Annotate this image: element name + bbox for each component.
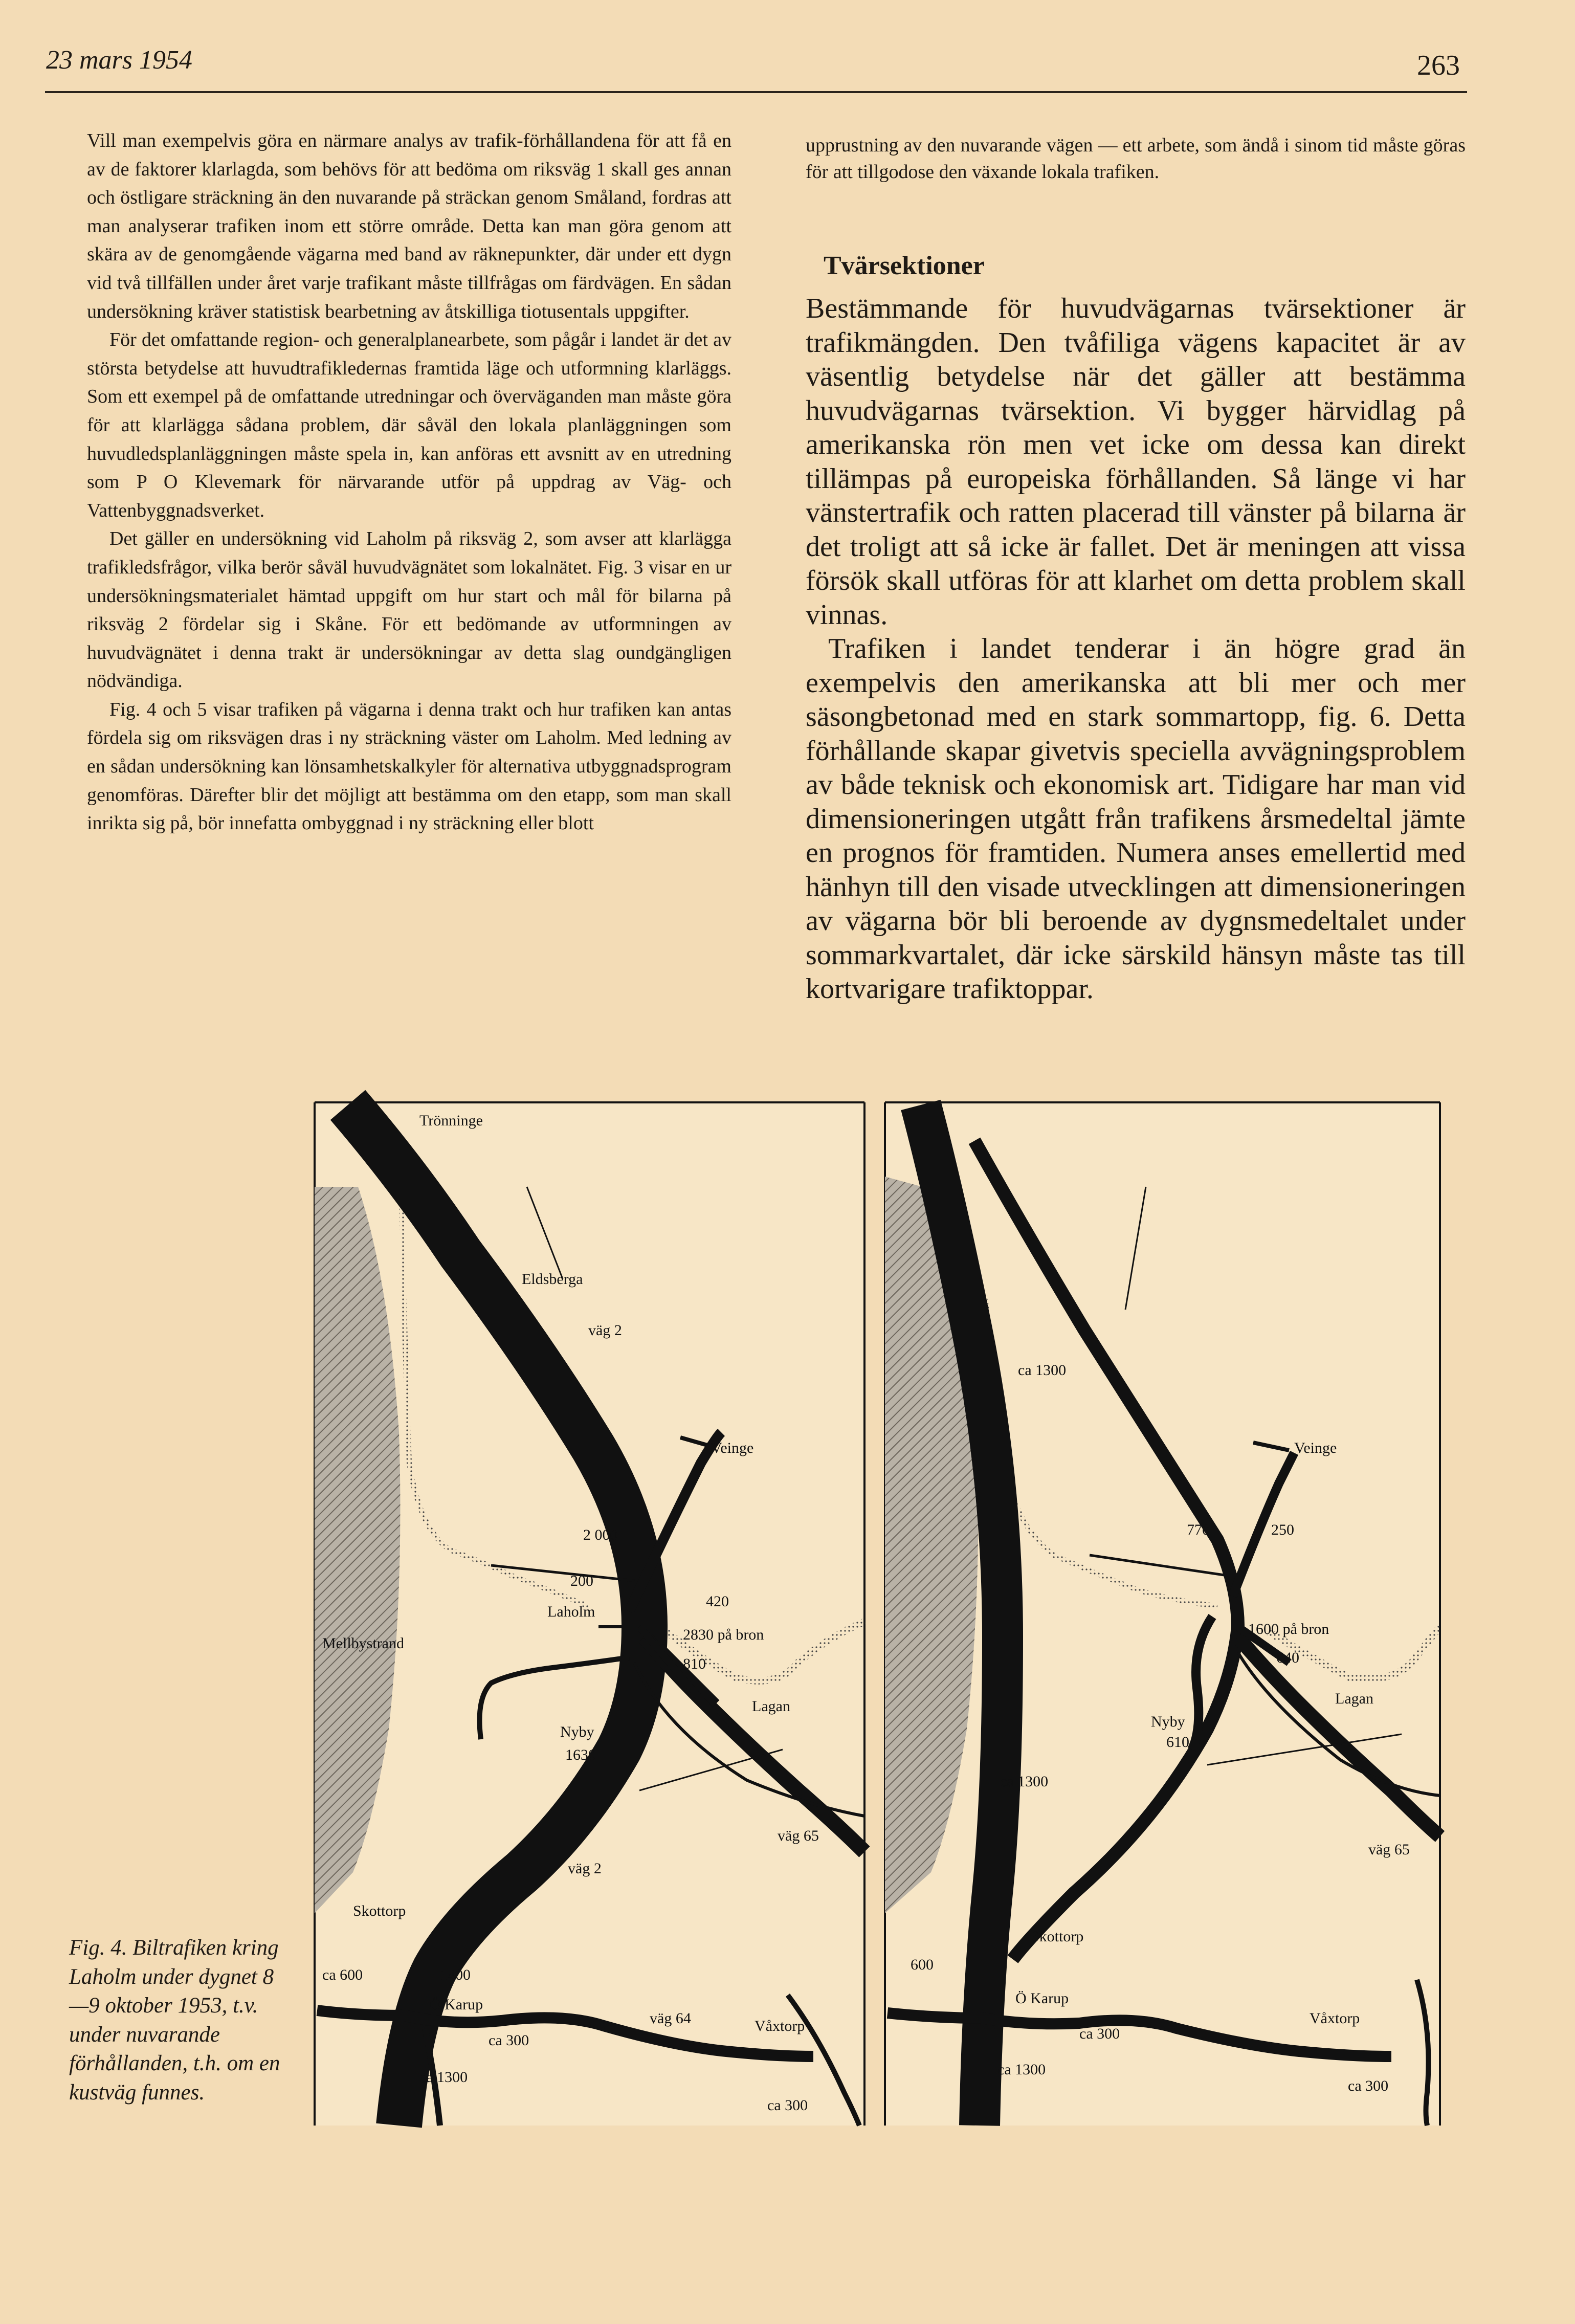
map-label-r-600: 600 <box>911 1956 934 1973</box>
map-label-tronninge: Trönninge <box>419 1112 483 1129</box>
map-label-ca1300: ca 1300 <box>419 2069 468 2086</box>
figure-caption: Fig. 4. Biltrafiken kring Laholm under dygnet 8—9 oktober 1953, t.v. under nuvarande förhållanden, t.h. om en kustväg funnes. <box>69 1936 280 2105</box>
map-label-r-640: 640 <box>1276 1649 1299 1666</box>
map-label-veinge: Veinge <box>711 1440 754 1456</box>
map-label-skottorp: Skottorp <box>353 1902 406 1919</box>
section-heading: Tvärsektioner <box>824 251 985 280</box>
map-label-laholm: Laholm <box>547 1603 595 1620</box>
right-intro-paragraph: upprustning av den nuvarande vägen — ett arbete, som ändå i sinom tid måste göras för att tillgodose den växande lokala trafiken. <box>806 135 1466 183</box>
map-label-2830: 2830 på bron <box>683 1626 764 1643</box>
map-label-r-ca300b: ca 300 <box>1348 2077 1389 2094</box>
right-paragraph-2: Trafiken i landet tenderar i än högre grad än exempelvis den amerikanska att bli mer och mer säsongbetonad med en stark sommartopp, fig. 6. Detta förhållande skapar givetvis speciella avvägningsproblem av både teknisk och ekonomisk art. Tidigare har man vid dimensioneringen utgått från trafikens årsmedeltal jämte en prognos för framtiden. Numera anses emellertid med hänhyn till den visade utvecklingen att dimensioneringen av vägarna bör bli beroende av dygnsmedeltalet under sommarkvartalet, där icke särskild hänsyn måste tas till kortvarigare trafiktoppar. <box>806 633 1466 1005</box>
map-label-r-skottorp: Skottorp <box>1031 1928 1084 1945</box>
map-label-2000: 2 000 <box>583 1526 618 1543</box>
map-label-vaxtorp: Våxtorp <box>755 2018 805 2034</box>
map-label-1630: 1630 <box>565 1746 596 1763</box>
map-label-r-vaxtorp: Våxtorp <box>1310 2010 1360 2027</box>
map-label-vag64: väg 64 <box>650 2010 691 2027</box>
map-label-r-nyby: Nyby <box>1151 1713 1185 1730</box>
map-label-r-770: 770 <box>1187 1521 1210 1538</box>
right-paragraph-1: Bestämmande för huvudvägarnas tvärsektioner är trafikmängden. Den tvåfiliga vägens kapacitet är av väsentlig betydelse när det gäller att bestämma huvudvägarnas tvärsektion. Vi bygger härvidlag på amerikanska rön men vet icke om dessa kan direkt tillämpas på europeiska förhållanden. Så länge vi har vänstertrafik och ratten placerad till vänster på bilarna är det troligt att så icke är fallet. Det är meningen att vissa försök skall utföras för att klarhet om detta problem skall vinnas. <box>806 293 1466 631</box>
map-right <box>885 1102 1440 2126</box>
map-label-r-vag65: väg 65 <box>1368 1841 1410 1858</box>
left-paragraph-3: Det gäller en undersökning vid Laholm på riksväg 2, som avser att klarlägga trafikledsfrågor, vilka berör såväl huvudvägnätet som lokalnätet. Fig. 3 visar en ur undersökningsmaterialet hämtad uppgift om hur start och mål för bilarna på riksväg 2 fördelar sig i Skåne. För ett bedömande av utformningen av huvudvägnätet i denna trakt är undersökningar av detta slag oundgängligen nödvändiga. <box>87 528 731 692</box>
map-label-r-veinge: Veinge <box>1294 1440 1337 1456</box>
map-label-r-1600: 1600 på bron <box>1248 1621 1329 1637</box>
left-paragraph-1: Vill man exempelvis göra en närmare analys av trafik-förhållandena för att få en av de faktorer klarlagda, som behövs för att bedöma om riksväg 1 skall ges annan och östligare sträckning än den nuvarande på sträckan genom Småland, fordras att man analyserar trafiken inom ett större område. Detta kan man göra genom att skära av de genomgående vägarna med band av räknepunkter, där under ett dygn vid två tillfällen under året varje trafikant måste tillfrågas om färdvägen. En sådan undersökning kräver statistisk bearbetning av åtskilliga tiotusentals uppgifter. <box>87 130 731 322</box>
map-label-200: 200 <box>570 1573 593 1589</box>
map-label-r-ca300a: ca 300 <box>1079 2025 1120 2042</box>
map-left <box>315 1102 864 2126</box>
map-label-r-250: 250 <box>1271 1521 1294 1538</box>
map-label-lagan: Lagan <box>752 1698 790 1715</box>
map-label-r-ca1300-bottom: ca 1300 <box>997 2061 1046 2078</box>
map-label-ca300b: ca 300 <box>767 2097 808 2114</box>
map-label-eldsberga: Eldsberga <box>522 1271 583 1288</box>
map-label-r-lagan: Lagan <box>1335 1690 1373 1707</box>
map-label-420: 420 <box>706 1593 729 1610</box>
map-label-ca600: ca 600 <box>322 1966 363 1983</box>
map-label-r-610: 610 <box>1166 1734 1189 1751</box>
left-paragraph-2: För det omfattande region- och generalplanearbete, som pågår i landet är det av största betydelse att huvudtrafikledernas framtida läge och utformning klarläggs. Som ett exempel på de omfattande utredningar och överväganden man måste göra för att klarlägga sådana problem, där såväl den lokala planläggningen som huvudledsplanläggningen måste spela in, kan anföras ett avsnitt av en utredning som P O Klevemark för närvarande utför på uppdrag av Väg- och Vattenbyggnadsverket. <box>87 329 731 521</box>
map-label-vag2-bottom: väg 2 <box>568 1860 602 1877</box>
page-number: 263 <box>1417 50 1460 81</box>
map-label-r-ca1300-top: ca 1300 <box>1018 1362 1067 1379</box>
header-date: 23 mars 1954 <box>46 46 193 75</box>
map-label-mellbystrand: Mellbystrand <box>322 1635 404 1652</box>
map-label-vag65: väg 65 <box>778 1827 819 1844</box>
left-paragraph-4: Fig. 4 och 5 visar trafiken på vägarna i denna trakt och hur trafiken kan antas fördela sig om riksvägen dras i ny sträckning väster om Laholm. Med ledning av en sådan undersökning kan lönsamhetskalkyler för alternativa utbyggnadsprogram genomföras. Därefter blir det möjligt att bestämma om den etapp, som man skall inrikta sig på, bör innefatta ombyggnad i ny sträckning eller blott <box>87 698 731 834</box>
map-label-1400: 1400 <box>440 1966 471 1983</box>
map-label-nyby: Nyby <box>560 1723 594 1740</box>
map-label-r-okarup: Ö Karup <box>1015 1990 1069 2007</box>
map-label-vag2-top: väg 2 <box>588 1322 622 1339</box>
map-label-810: 810 <box>683 1655 706 1672</box>
map-label-r-ca1300-mid: ca 1300 <box>1000 1773 1049 1790</box>
map-label-okarup: Ö Karup <box>430 1996 483 2013</box>
map-label-ca300a: ca 300 <box>489 2032 529 2049</box>
